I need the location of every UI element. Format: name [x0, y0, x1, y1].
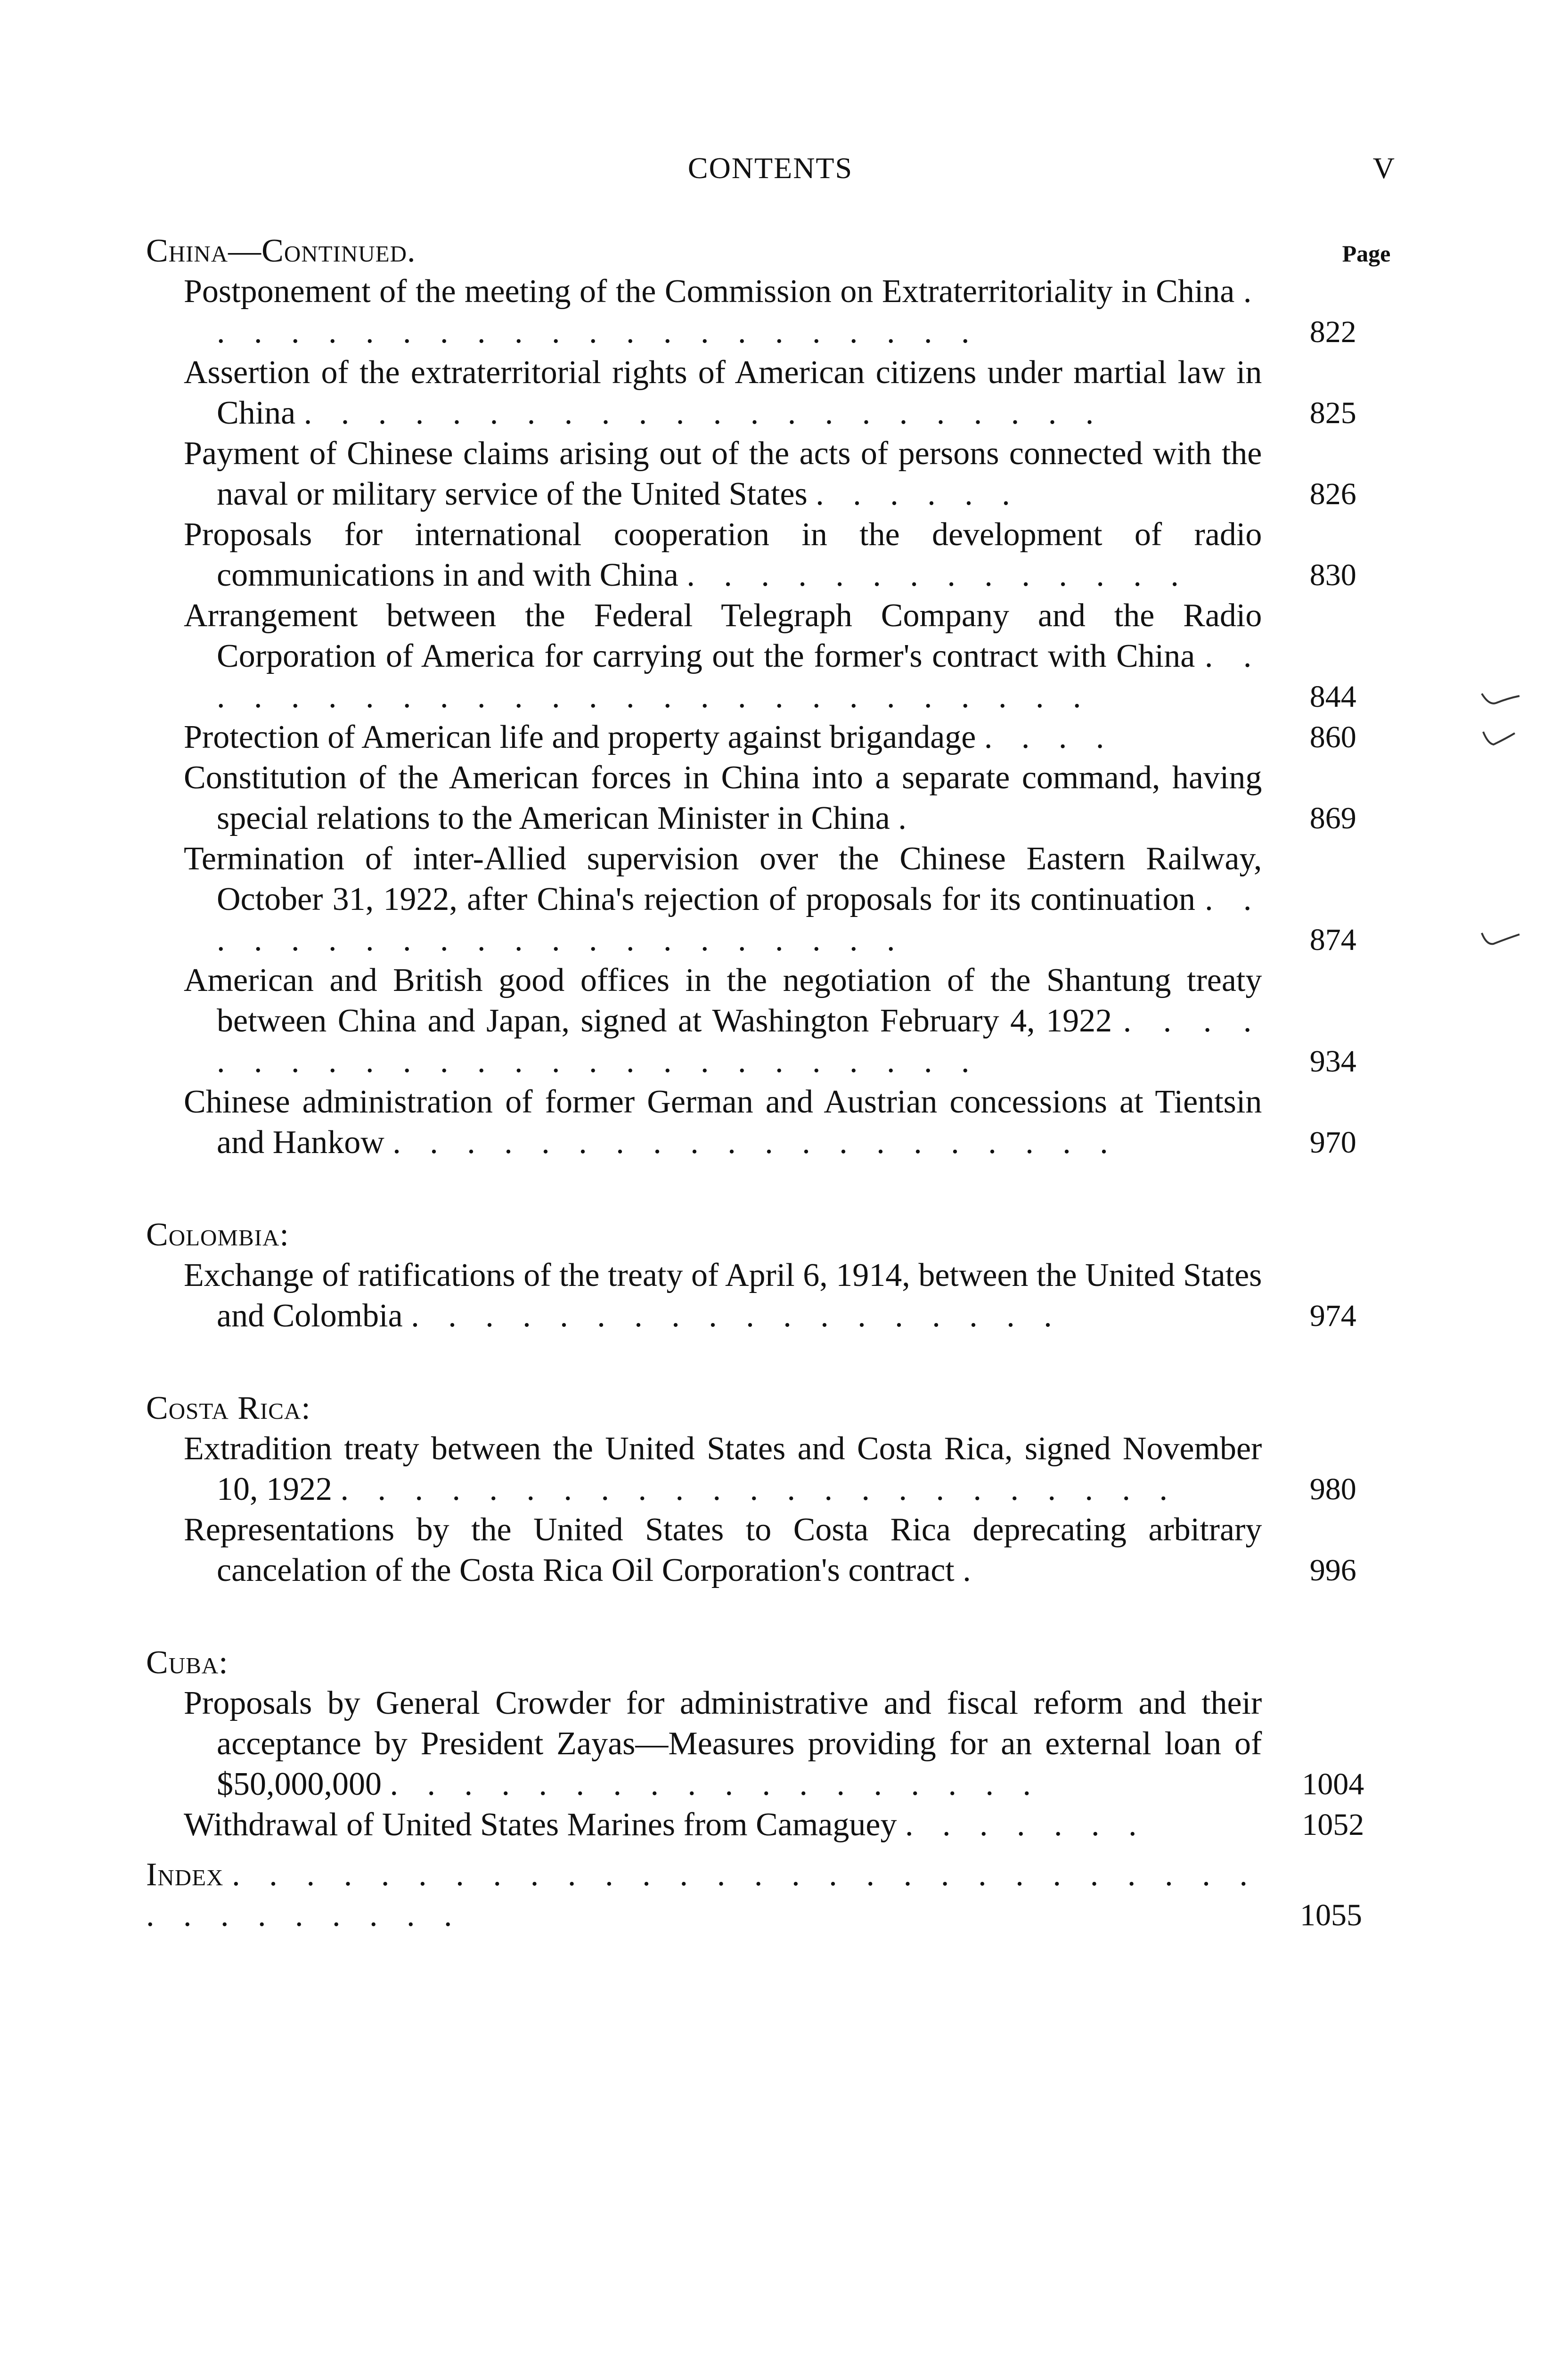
toc-entry	[146, 352, 1404, 434]
entry-title: Protection of American life and property against brigandage	[184, 719, 976, 755]
section-gap	[146, 1591, 1404, 1643]
leader-dots: . . . . . . .	[905, 1807, 1147, 1843]
page-numeral: V	[1372, 151, 1395, 185]
toc-entry	[146, 1255, 1404, 1336]
leader-dots: . . . . . . . . . . . . . . . . . . . . . . . . . . . . . . . . . . . . .	[146, 1857, 1258, 1933]
toc-entry	[146, 434, 1404, 515]
entry-page-number: 830	[1309, 558, 1356, 592]
entry-page-number: 1052	[1302, 1808, 1364, 1842]
entry-page-number: 860	[1309, 720, 1356, 754]
entry-title: Termination of inter-Allied supervision over the Chinese Eastern Railway, October 31, 1922, after China's rejection of proposals for its continuation	[184, 841, 1262, 917]
pencil-check-mark-icon	[1479, 684, 1522, 712]
page-title: CONTENTS	[687, 151, 853, 185]
section-name: Cuba:	[146, 1644, 229, 1681]
toc-entry	[146, 596, 1404, 717]
entry-page-number: 822	[1309, 315, 1356, 349]
section-name: Colombia:	[146, 1217, 289, 1253]
leader-dots: . . . . . . . . . . . . . . . . . .	[390, 1766, 1041, 1802]
toc-entry	[146, 960, 1404, 1082]
entry-page-number: 1004	[1302, 1767, 1364, 1801]
page-column-label: Page	[1342, 240, 1391, 267]
leader-dots: . . . . . . . . . . . . . . . . . . . . . .	[303, 395, 1104, 431]
leader-dots: . . . . . . . . . . . . . . . . . . . . .	[217, 881, 1262, 958]
index-entry	[146, 1855, 1404, 1936]
leader-dots: . . . . . . . . . . . . . .	[686, 557, 1189, 593]
pencil-check-mark-icon	[1479, 927, 1522, 956]
entry-page-number: 974	[1309, 1299, 1356, 1333]
entry-page-number: 826	[1309, 477, 1356, 511]
entry-page-number: 874	[1309, 923, 1356, 957]
entry-title: Proposals for international cooperation in the development of radio communications in and with China	[184, 516, 1262, 593]
entry-title: Proposals by General Crowder for administrative and fiscal reform and their acceptance by President Zayas—Measures providing for an external loan of $50,000,000	[184, 1685, 1262, 1802]
toc-entry	[146, 839, 1404, 960]
entry-page-number: 934	[1309, 1044, 1356, 1079]
pencil-check-mark-icon	[1479, 725, 1522, 753]
entry-page-number: 996	[1309, 1553, 1356, 1587]
entry-title: Payment of Chinese claims arising out of the acts of persons connected with the naval or military service of the United States	[184, 435, 1262, 512]
leader-dots: . . . . . . . . . . . . . . . . . . . . . . . . .	[217, 1003, 1262, 1080]
entry-page-number: 970	[1309, 1125, 1356, 1160]
toc-entry	[146, 1082, 1404, 1163]
entry-title: Extradition treaty between the United States and Costa Rica, signed November 10, 1922	[184, 1431, 1262, 1507]
entry-page-number: 869	[1309, 801, 1356, 835]
entry-title: Postponement of the meeting of the Commission on Extraterritoriality in China	[184, 273, 1235, 310]
toc-entry	[146, 1683, 1404, 1805]
leader-dots: . . . . . .	[816, 476, 1021, 512]
leader-dots: . . . . . . . . . . . . . . . . . . . . . . .	[340, 1471, 1178, 1507]
entry-title: Exchange of ratifications of the treaty of April 6, 1914, between the United States and Colombia	[184, 1257, 1262, 1334]
leader-dots: . . . . . . . . . . . . . . . . . . . . . .	[217, 273, 1262, 350]
contents-list	[146, 231, 1404, 1936]
toc-entry	[146, 758, 1404, 839]
toc-entry	[146, 1510, 1404, 1591]
entry-page-number: 844	[1309, 679, 1356, 714]
leader-dots: . . . . . . . . . . . . . . . . . . . . . . . . . .	[217, 638, 1262, 715]
entry-title: Representations by the United States to Costa Rica deprecating arbitrary cancelation of the Costa Rica Oil Corporation's contract	[184, 1512, 1262, 1588]
toc-entry	[146, 271, 1404, 352]
section-heading-costa-rica	[146, 1388, 1404, 1429]
entry-page-number: 980	[1309, 1472, 1356, 1506]
leader-dots: . . . . . . . . . . . . . . . . . .	[411, 1298, 1062, 1334]
toc-entry	[146, 1805, 1404, 1845]
entry-page-number: 825	[1309, 396, 1356, 430]
toc-entry	[146, 717, 1404, 758]
section-heading-china	[146, 231, 1404, 271]
section-gap	[146, 1336, 1404, 1388]
page-header	[146, 141, 1395, 188]
leader-dots: .	[898, 800, 917, 836]
section-heading-cuba	[146, 1643, 1404, 1683]
leader-dots: . . . .	[984, 719, 1115, 755]
section-heading-colombia	[146, 1215, 1404, 1255]
leader-dots: . . . . . . . . . . . . . . . . . . . .	[392, 1124, 1119, 1161]
entry-title: American and British good offices in the negotiation of the Shantung treaty between China and Japan, signed at Washington February 4, 1922	[184, 962, 1262, 1039]
section-gap	[146, 1163, 1404, 1215]
section-name: China—Continued.	[146, 233, 416, 269]
entry-title: Withdrawal of United States Marines from Camaguey	[184, 1807, 897, 1843]
section-name: Costa Rica:	[146, 1390, 311, 1426]
toc-entry	[146, 1429, 1404, 1510]
entry-title: Arrangement between the Federal Telegraph Company and the Radio Corporation of America for carrying out the former's contract with China	[184, 597, 1262, 674]
toc-entry	[146, 515, 1404, 596]
entry-page-number: 1055	[1300, 1898, 1362, 1932]
index-label: Index	[146, 1857, 224, 1893]
leader-dots: .	[963, 1552, 981, 1588]
entry-title: Assertion of the extraterritorial rights of American citizens under martial law in China	[184, 354, 1262, 431]
entry-title: Constitution of the American forces in China into a separate command, having special relations to the American Minister in China	[184, 760, 1262, 836]
entry-title: Chinese administration of former German and Austrian concessions at Tientsin and Hankow	[184, 1084, 1262, 1161]
